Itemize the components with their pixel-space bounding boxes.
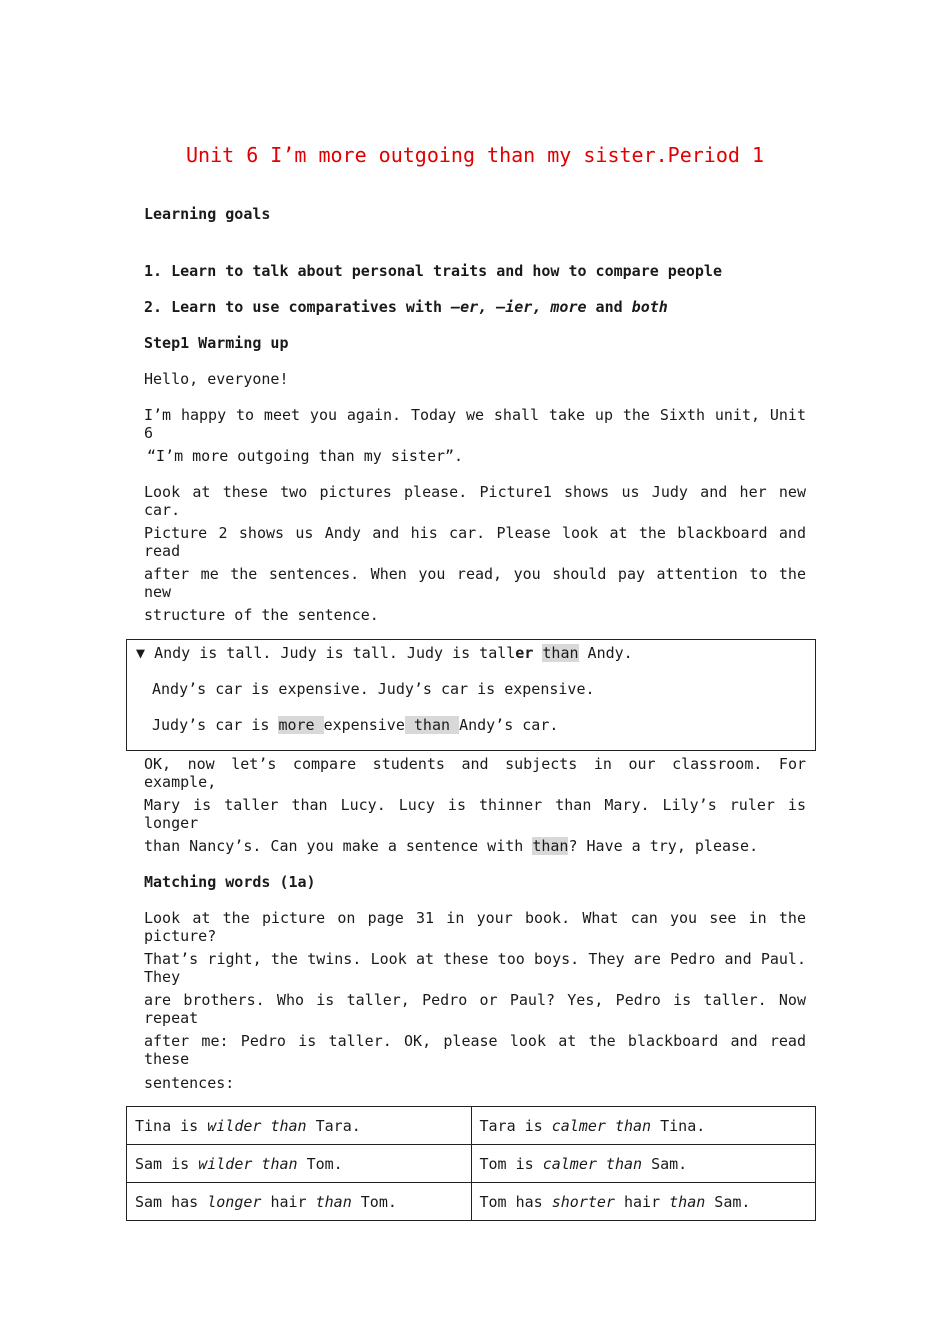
matching-line-3: are brothers. Who is taller, Pedro or Paul? Yes, Pedro is taller. Now repeat [144,991,806,1027]
triangle-marker-icon: ▼ [136,644,146,662]
step1-heading: Step1 Warming up [144,334,289,352]
goal-2-both: both [631,298,668,316]
box-line-1 [136,644,633,662]
look-line-3: after me the sentences. When you read, you should pay attention to the new [144,565,806,601]
table-cell: Tina is wilder than Tara. [127,1107,472,1145]
goal-2-more: more [550,298,587,316]
box-line-3-than: than [404,716,460,734]
blackboard-box [126,639,816,751]
goal-2-and: and [595,298,623,316]
table-cell: Tom has shorter hair than Sam. [471,1183,816,1221]
table-row [127,1107,816,1145]
ok-line-2: Mary is taller than Lucy. Lucy is thinner than Mary. Lily’s ruler is longer [144,796,806,832]
box-line-1-end: Andy. [587,644,633,662]
matching-line-5: sentences: [144,1074,235,1092]
table-row [127,1145,816,1183]
ok-line-1: OK, now let’s compare students and subjects in our classroom. For example, [144,755,806,791]
ok-line-3-start: than Nancy’s. Can you make a sentence with [144,837,533,855]
ok-line-3 [144,837,758,855]
look-line-4: structure of the sentence. [144,606,379,624]
box-line-3-more: more [278,716,324,734]
look-line-2: Picture 2 shows us Andy and his car. Please look at the blackboard and read [144,524,806,560]
box-line-3-start: Judy’s car is [152,716,279,734]
table-cell: Sam is wilder than Tom. [127,1145,472,1183]
box-line-1-than: than [542,644,579,662]
box-line-3-end: Andy’s car. [459,716,559,734]
box-line-3-mid: expensive [323,716,405,734]
table-cell: Tom is calmer than Sam. [471,1145,816,1183]
matching-line-4: after me: Pedro is taller. OK, please look at the blackboard and read these [144,1032,806,1068]
ok-line-3-than: than [532,837,569,855]
ok-line-3-end: ? Have a try, please. [568,837,759,855]
goal-1: 1. Learn to talk about personal traits and how to compare people [144,262,722,280]
table-cell: Sam has longer hair than Tom. [127,1183,472,1221]
box-line-1-text: Andy is tall. Judy is tall. Judy is tall [154,644,516,662]
matching-line-2: That’s right, the twins. Look at these too boys. They are Pedro and Paul. They [144,950,806,986]
meet-line-2: “I’m more outgoing than my sister”. [147,447,464,465]
goal-2-ier: –ier, [487,298,542,316]
box-line-2: Andy’s car is expensive. Judy’s car is expensive. [152,680,595,698]
table-cell: Tara is calmer than Tina. [471,1107,816,1145]
goal-2-prefix: 2. Learn to use comparatives with [144,298,452,316]
look-line-1: Look at these two pictures please. Picture1 shows us Judy and her new car. [144,483,806,519]
goal-2-er: –er, [451,298,488,316]
hello-line: Hello, everyone! [144,370,289,388]
learning-goals-heading: Learning goals [144,205,271,223]
comparison-table [126,1106,816,1221]
goal-2 [144,298,668,316]
box-line-1-er: er [515,644,534,662]
table-row [127,1183,816,1221]
matching-heading: Matching words (1a) [144,873,316,891]
box-line-3 [152,716,558,734]
page-title: Unit 6 I’m more outgoing than my sister.Period 1 [186,143,764,167]
matching-line-1: Look at the picture on page 31 in your book. What can you see in the picture? [144,909,806,945]
meet-line-1: I’m happy to meet you again. Today we shall take up the Sixth unit, Unit 6 [144,406,806,442]
